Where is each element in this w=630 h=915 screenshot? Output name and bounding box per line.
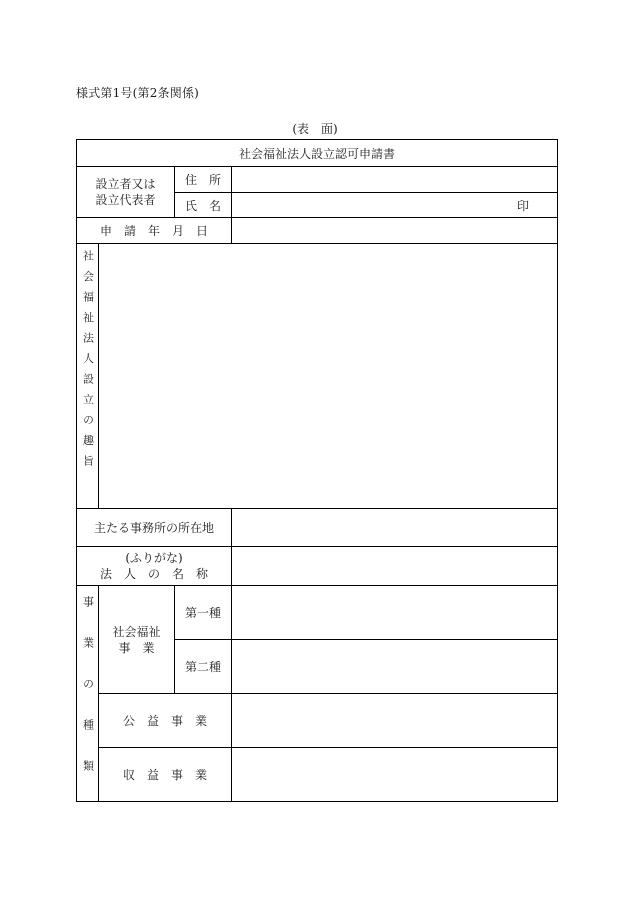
social-welfare-line1: 社会福祉 (112, 624, 161, 639)
main-office-label: 主たる事務所の所在地 (77, 509, 232, 547)
corp-name-label (77, 547, 232, 586)
business-types-label-cell (77, 586, 99, 802)
seal-mark: 印 (517, 198, 530, 213)
address-label: 住 所 (175, 167, 232, 193)
type1-field[interactable] (232, 586, 558, 640)
founder-address-row (77, 167, 558, 193)
corp-name-label-text: 法 人 の 名 称 (99, 567, 208, 581)
profit-label: 収 益 事 業 (99, 748, 232, 802)
furigana-label: (ふりがな) (125, 551, 183, 565)
main-office-row (77, 509, 558, 547)
public-interest-field[interactable] (232, 694, 558, 748)
founder-label-line2: 設立代表者 (95, 193, 156, 207)
founder-label (77, 167, 175, 218)
social-welfare-line2: 事 業 (118, 640, 155, 655)
purpose-row (77, 244, 558, 509)
purpose-label: 社会福祉法人設立の趣旨 (81, 250, 95, 476)
purpose-field[interactable] (99, 244, 558, 509)
type2-label: 第二種 (175, 640, 232, 694)
profit-field[interactable] (232, 748, 558, 802)
name-label: 氏 名 (175, 193, 232, 218)
form-title: 社会福祉法人設立認可申請書 (77, 140, 558, 167)
side-label: (表 面) (292, 122, 338, 136)
public-interest-label: 公 益 事 業 (99, 694, 232, 748)
application-date-row (77, 218, 558, 244)
address-field[interactable] (232, 167, 558, 193)
name-field[interactable] (232, 193, 558, 218)
social-welfare-label (99, 586, 175, 694)
form-number: 様式第1号(第2条関係) (76, 86, 200, 100)
profit-row (77, 748, 558, 802)
business-types-label: 事業の種類 (81, 596, 95, 801)
public-interest-row (77, 694, 558, 748)
application-date-label: 申 請 年 月 日 (77, 218, 232, 244)
corp-name-row (77, 547, 558, 586)
purpose-label-cell (77, 244, 99, 509)
founder-label-line1: 設立者又は (95, 177, 156, 191)
corp-name-field[interactable] (232, 547, 558, 586)
title-row (77, 140, 558, 167)
business-type1-row (77, 586, 558, 640)
type2-field[interactable] (232, 640, 558, 694)
main-office-field[interactable] (232, 509, 558, 547)
application-form-table (76, 139, 558, 802)
application-date-field[interactable] (232, 218, 558, 244)
type1-label: 第一種 (175, 586, 232, 640)
